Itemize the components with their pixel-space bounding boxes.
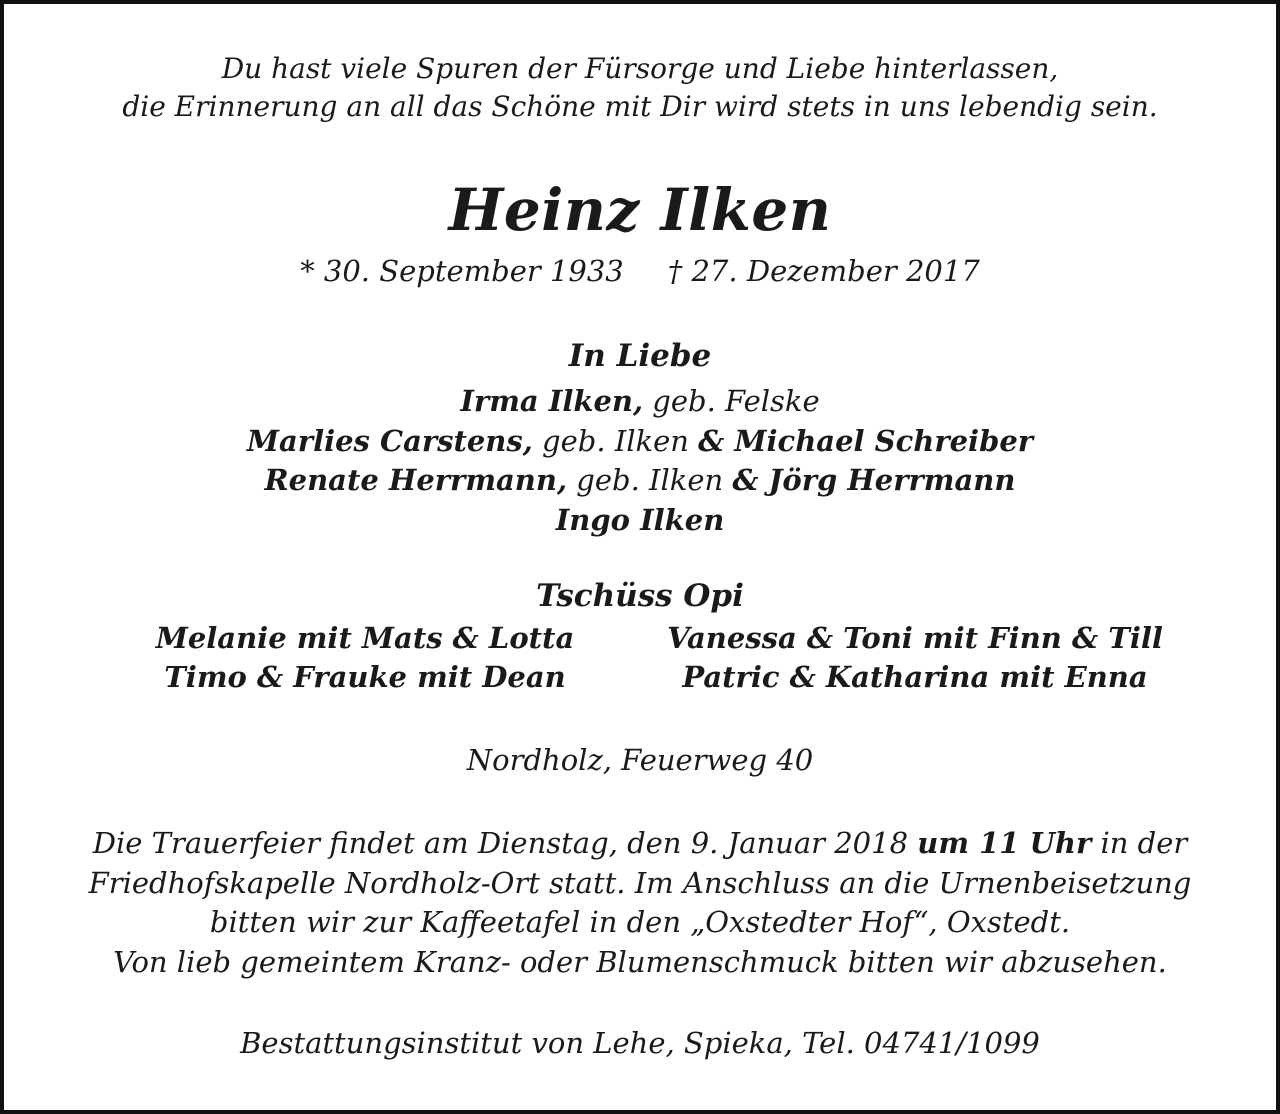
family-member <box>0 503 1280 537</box>
deceased-name: Heinz Ilken <box>448 176 832 244</box>
family-member-note: geb. Ilken <box>567 463 733 497</box>
grandchildren-left-2: Timo & Frauke mit Dean <box>164 660 566 694</box>
family-heading: In Liebe <box>568 338 712 374</box>
family-member-note: geb. Felske <box>643 384 820 418</box>
family-member-name: Renate Herrmann, <box>264 463 568 497</box>
quote-line-1: Du hast viele Spuren der Fürsorge und Liebe hinterlassen, <box>221 52 1059 85</box>
family-member <box>0 384 1280 418</box>
undertaker-info: Bestattungsinstitut von Lehe, Spieka, Tel. 04741/1099 <box>240 1026 1040 1060</box>
grandchildren-heading: Tschüss Opi <box>536 578 744 614</box>
family-member <box>0 463 1280 497</box>
life-dates <box>0 254 1280 288</box>
quote-line-2: die Erinnerung an all das Schöne mit Dir wird stets in uns lebendig sein. <box>122 90 1158 123</box>
family-member-name: Marlies Carstens, <box>246 424 533 458</box>
family-member-partner: & Michael Schreiber <box>698 424 1034 458</box>
service-line-2: Friedhofskapelle Nordholz-Ort statt. Im Anschluss an die Urnenbeisetzung <box>88 866 1192 900</box>
grandchildren-left-1: Melanie mit Mats & Lotta <box>155 621 575 655</box>
service-text: Die Trauerfeier findet am Dienstag, den 9. Januar 2018 <box>92 826 918 860</box>
service-line-3: bitten wir zur Kaffeetafel in den „Oxstedter Hof“, Oxstedt. <box>209 905 1071 939</box>
service-line-4: Von lieb gemeintem Kranz- oder Blumenschmuck bitten wir abzusehen. <box>113 945 1167 979</box>
death-date: † 27. Dezember 2017 <box>667 254 980 288</box>
family-member <box>0 424 1280 458</box>
grandchildren-right-2: Patric & Katharina mit Enna <box>682 660 1148 694</box>
family-member-name: Ingo Ilken <box>555 503 725 537</box>
service-time: um 11 Uhr <box>917 826 1092 860</box>
address: Nordholz, Feuerweg 40 <box>466 743 814 777</box>
family-member-name: Irma Ilken, <box>460 384 644 418</box>
family-member-note: geb. Ilken <box>532 424 699 458</box>
service-line-1 <box>0 826 1280 860</box>
grandchildren-right-1: Vanessa & Toni mit Finn & Till <box>667 621 1163 655</box>
service-text: in der <box>1091 826 1188 860</box>
family-member-partner: & Jörg Herrmann <box>732 463 1016 497</box>
birth-date: * 30. September 1933 <box>300 254 624 288</box>
